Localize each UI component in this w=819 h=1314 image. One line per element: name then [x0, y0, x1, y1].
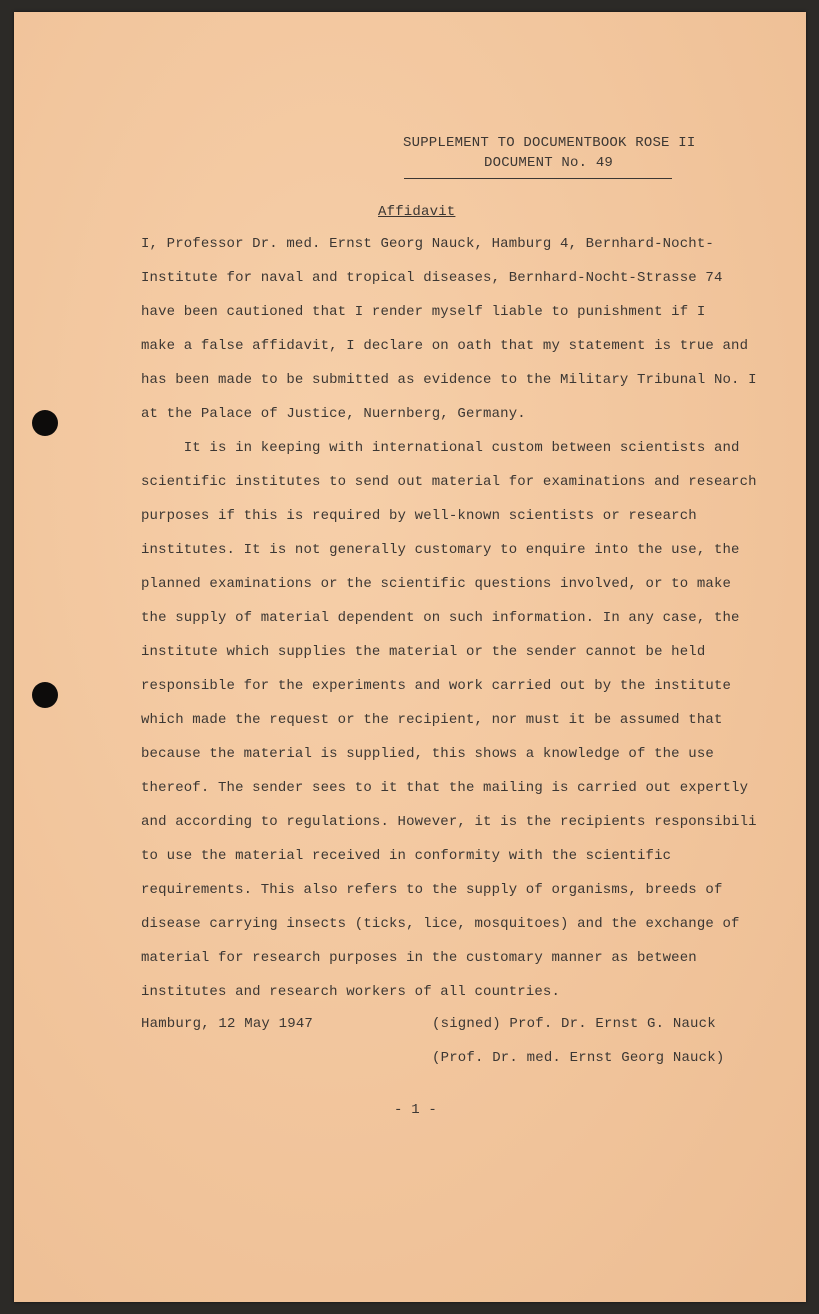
text-line: which made the request or the recipient, nor must it be assumed that	[141, 712, 723, 728]
text-line: planned examinations or the scientific questions involved, or to make	[141, 576, 732, 592]
text-line: Institute for naval and tropical diseases, Bernhard-Nocht-Strasse 74	[141, 270, 723, 286]
text-line: It is in keeping with international custom between scientists and	[141, 440, 740, 456]
signature-typed-name: (Prof. Dr. med. Ernst Georg Nauck)	[432, 1050, 725, 1066]
text-line: scientific institutes to send out material for examinations and research	[141, 474, 757, 490]
page-title: Affidavit	[378, 204, 456, 220]
text-line: at the Palace of Justice, Nuernberg, Germany.	[141, 406, 526, 422]
punch-hole-bottom	[32, 682, 58, 708]
text-line: to use the material received in conformity with the scientific	[141, 848, 672, 864]
signature-signed: (signed) Prof. Dr. Ernst G. Nauck	[432, 1016, 716, 1032]
text-line: has been made to be submitted as evidence to the Military Tribunal No. I	[141, 372, 757, 388]
text-line: and according to regulations. However, it is the recipients responsibili	[141, 814, 757, 830]
text-line: disease carrying insects (ticks, lice, mosquitoes) and the exchange of	[141, 916, 740, 932]
text-line: purposes if this is required by well-known scientists or research	[141, 508, 697, 524]
header-supplement: SUPPLEMENT TO DOCUMENTBOOK ROSE II	[403, 135, 696, 151]
text-line: because the material is supplied, this shows a knowledge of the use	[141, 746, 714, 762]
text-line: requirements. This also refers to the supply of organisms, breeds of	[141, 882, 723, 898]
text-line: institute which supplies the material or the sender cannot be held	[141, 644, 706, 660]
text-line: institutes and research workers of all countries.	[141, 984, 561, 1000]
text-line: institutes. It is not generally customary to enquire into the use, the	[141, 542, 740, 558]
text-line: material for research purposes in the customary manner as between	[141, 950, 697, 966]
document-page	[14, 12, 806, 1302]
text-line: have been cautioned that I render myself liable to punishment if I	[141, 304, 706, 320]
text-line: thereof. The sender sees to it that the mailing is carried out expertly	[141, 780, 749, 796]
text-line: the supply of material dependent on such information. In any case, the	[141, 610, 740, 626]
place-date: Hamburg, 12 May 1947	[141, 1016, 314, 1032]
text-line: responsible for the experiments and work carried out by the institute	[141, 678, 732, 694]
punch-hole-top	[32, 410, 58, 436]
header-rule	[404, 178, 672, 179]
text-line: I, Professor Dr. med. Ernst Georg Nauck, Hamburg 4, Bernhard-Nocht-	[141, 236, 714, 252]
text-line: make a false affidavit, I declare on oath that my statement is true and	[141, 338, 749, 354]
page-number: - 1 -	[394, 1102, 438, 1118]
header-document-number: DOCUMENT No. 49	[484, 155, 614, 171]
